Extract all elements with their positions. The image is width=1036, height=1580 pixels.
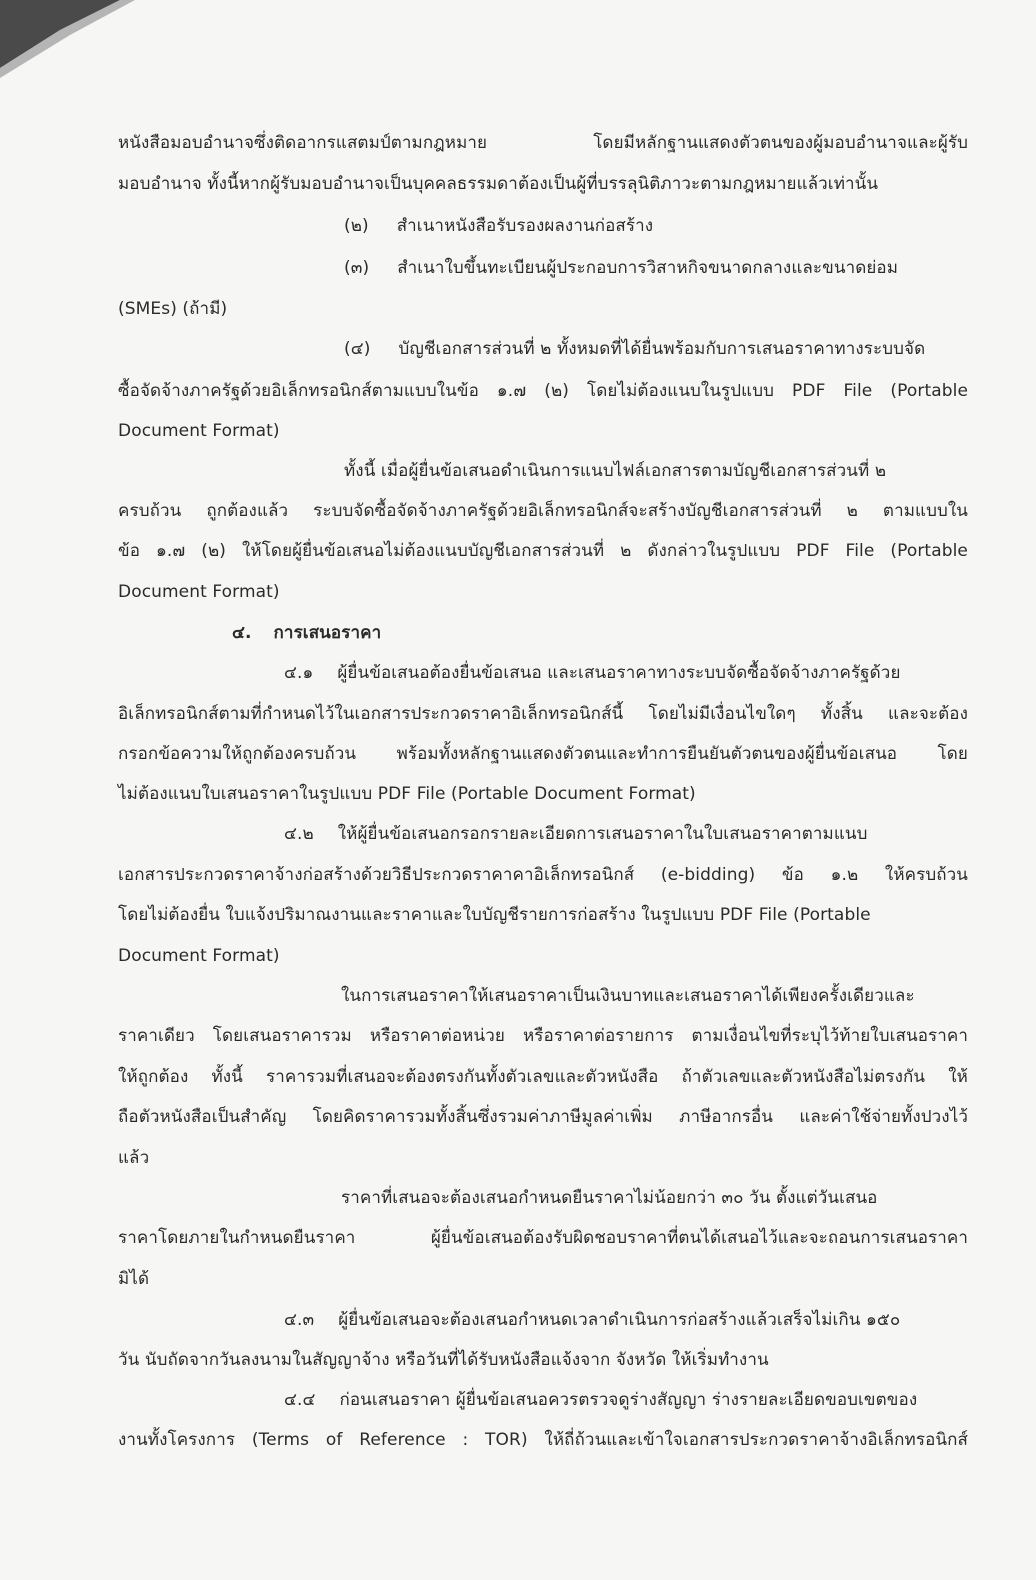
subsection [284, 661, 901, 685]
text-line: เอกสารประกวดราคาจ้างก่อสร้างด้วยวิธีประกวดราคาคาอิเล็กทรอนิกส์ (e-bidding) ข้อ ๑.๒ ให้ครบถ้วน [118, 865, 968, 885]
text-line: งานทั้งโครงการ (Terms of Reference : TOR) ให้ถี่ถ้วนและเข้าใจเอกสารประกวดราคาจ้างอิเล็กทรอนิกส์ [118, 1430, 968, 1450]
text-line: ถือตัวหนังสือเป็นสำคัญ โดยคิดราคารวมทั้งสิ้นซึ่งรวมค่าภาษีมูลค่าเพิ่ม ภาษีอากรอื่น และค่าใช้จ่ายทั้งปวงไว้ [118, 1107, 968, 1127]
subsection-number: ๔.๓ [284, 1310, 315, 1330]
text-line: โดยไม่ต้องยื่น ใบแจ้งปริมาณงานและราคาและใบบัญชีรายการก่อสร้าง ในรูปแบบ PDF File (Portable [118, 905, 871, 925]
item-number: (๔) [344, 339, 371, 359]
subsection [284, 1388, 917, 1412]
text-line: Document Format) [118, 421, 280, 441]
subsection-text: ผู้ยื่นข้อเสนอต้องยื่นข้อเสนอ และเสนอราคาทางระบบจัดซื้อจัดจ้างภาครัฐด้วย [337, 663, 901, 683]
subsection-number: ๔.๒ [284, 824, 314, 844]
item-number: (๓) [344, 258, 370, 278]
subsection [284, 1308, 900, 1332]
item-text: สำเนาหนังสือรับรองผลงานก่อสร้าง [396, 216, 654, 236]
text-line: Document Format) [118, 582, 280, 602]
text-line: ราคาโดยภายในกำหนดยืนราคา ผู้ยื่นข้อเสนอต้องรับผิดชอบราคาที่ตนได้เสนอไว้และจะถอนการเสนอราคา [118, 1228, 968, 1248]
text-line: กรอกข้อความให้ถูกต้องครบถ้วน พร้อมทั้งหลักฐานแสดงตัวตนและทำการยืนยันตัวตนของผู้ยื่นข้อเสนอ โดย [118, 744, 968, 764]
list-item [344, 337, 968, 361]
text-line: หนังสือมอบอำนาจซึ่งติดอากรแสตมป์ตามกฎหมาย โดยมีหลักฐานแสดงตัวตนของผู้มอบอำนาจและผู้รับ [118, 133, 968, 153]
item-text: บัญชีเอกสารส่วนที่ ๒ ทั้งหมดที่ได้ยื่นพร้อมกับการเสนอราคาทางระบบจัด [398, 339, 926, 359]
text-line: ราคาที่เสนอจะต้องเสนอกำหนดยืนราคาไม่น้อยกว่า ๓๐ วัน ตั้งแต่วันเสนอ [341, 1188, 878, 1208]
subsection-text: ก่อนเสนอราคา ผู้ยื่นข้อเสนอควรตรวจดูร่างสัญญา ร่างรายละเอียดขอบเขตของ [339, 1390, 918, 1410]
text-line: อิเล็กทรอนิกส์ตามที่กำหนดไว้ในเอกสารประกวดราคาอิเล็กทรอนิกส์นี้ โดยไม่มีเงื่อนไขใดๆ ทั้งสิ้น และจะต้อง [118, 704, 968, 724]
text-line: ในการเสนอราคาให้เสนอราคาเป็นเงินบาทและเสนอราคาได้เพียงครั้งเดียวและ [341, 986, 915, 1006]
text-line: ซื้อจัดจ้างภาครัฐด้วยอิเล็กทรอนิกส์ตามแบบในข้อ ๑.๗ (๒) โดยไม่ต้องแนบในรูปแบบ PDF File (Portable [118, 381, 968, 401]
text-line: ทั้งนี้ เมื่อผู้ยื่นข้อเสนอดำเนินการแนบไฟล์เอกสารตามบัญชีเอกสารส่วนที่ ๒ [344, 461, 887, 481]
subsection-number: ๔.๔ [284, 1390, 316, 1410]
text-line: ให้ถูกต้อง ทั้งนี้ ราคารวมที่เสนอจะต้องตรงกันทั้งตัวเลขและตัวหนังสือ ถ้าตัวเลขและตัวหนังสือไม่ตรงกัน ให้ [118, 1067, 968, 1087]
list-item [344, 214, 653, 238]
section-title: การเสนอราคา [273, 623, 382, 643]
item-number: (๒) [344, 216, 369, 236]
text-line: มอบอำนาจ ทั้งนี้หากผู้รับมอบอำนาจเป็นบุคคลธรรมดาต้องเป็นผู้ที่บรรลุนิติภาวะตามกฎหมายแล้วเท่านั้น [118, 174, 879, 194]
text-line: ครบถ้วน ถูกต้องแล้ว ระบบจัดซื้อจัดจ้างภาครัฐด้วยอิเล็กทรอนิกส์จะสร้างบัญชีเอกสารส่วนที่ ๒ ตามแบบใน [118, 501, 968, 521]
subsection-text: ให้ผู้ยื่นข้อเสนอกรอกรายละเอียดการเสนอราคาในใบเสนอราคาตามแนบ [337, 824, 868, 844]
text-line: ราคาเดียว โดยเสนอราคารวม หรือราคาต่อหน่วย หรือราคาต่อรายการ ตามเงื่อนไขที่ระบุไว้ท้ายใบเสนอราคา [118, 1026, 968, 1046]
list-item [344, 256, 898, 280]
text-line: วัน นับถัดจากวันลงนามในสัญญาจ้าง หรือวันที่ได้รับหนังสือแจ้งจาก จังหวัด ให้เริ่มทำงาน [118, 1350, 769, 1370]
section-number: ๔. [232, 623, 252, 643]
subsection-number: ๔.๑ [284, 663, 314, 683]
text-line: ไม่ต้องแนบใบเสนอราคาในรูปแบบ PDF File (Portable Document Format) [118, 784, 696, 804]
subsection [284, 822, 867, 846]
text-line: ข้อ ๑.๗ (๒) ให้โดยผู้ยื่นข้อเสนอไม่ต้องแนบบัญชีเอกสารส่วนที่ ๒ ดังกล่าวในรูปแบบ PDF File (Portable [118, 541, 968, 561]
text-line: แล้ว [118, 1148, 150, 1168]
text-line: (SMEs) (ถ้ามี) [118, 299, 228, 319]
page-corner-shadow [0, 0, 1036, 80]
item-text: สำเนาใบขึ้นทะเบียนผู้ประกอบการวิสาหกิจขนาดกลางและขนาดย่อม [397, 258, 899, 278]
text-line: มิได้ [118, 1269, 150, 1289]
section-heading [232, 621, 381, 645]
subsection-text: ผู้ยื่นข้อเสนอจะต้องเสนอกำหนดเวลาดำเนินการก่อสร้างแล้วเสร็จไม่เกิน ๑๕๐ [338, 1310, 901, 1330]
text-line: Document Format) [118, 946, 280, 966]
